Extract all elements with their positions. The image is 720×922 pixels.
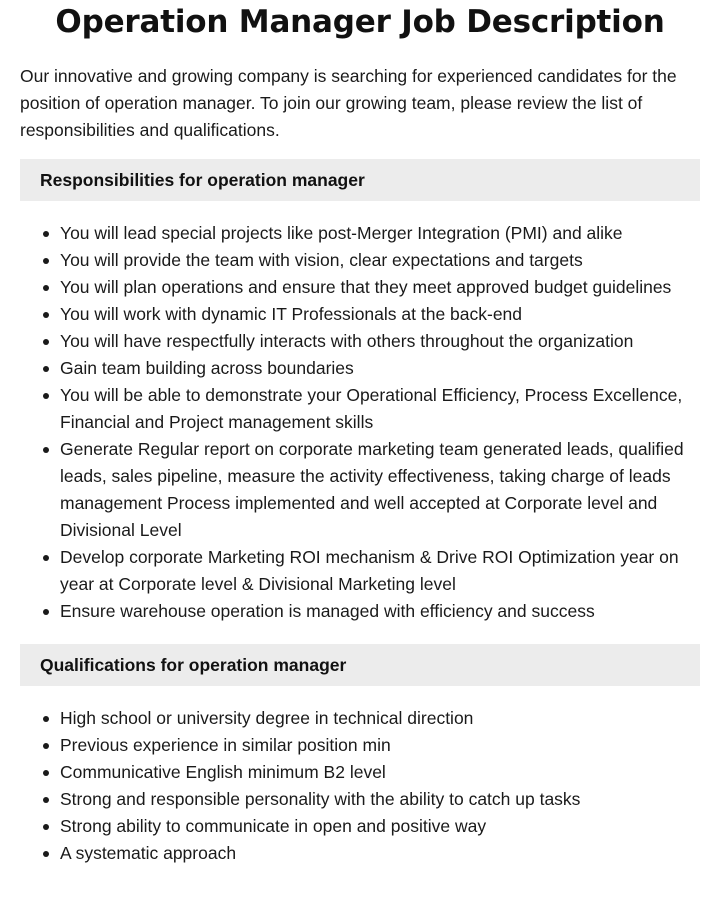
list-item: You will have respectfully interacts with others throughout the organization xyxy=(60,328,700,355)
list-item: Generate Regular report on corporate marketing team generated leads, qualified leads, sales pipeline, measure the activity effectiveness, taking charge of leads management Process implemented and well accepted at Corporate level and Divisional Level xyxy=(60,436,700,544)
list-item: You will be able to demonstrate your Operational Efficiency, Process Excellence, Financial and Project management skills xyxy=(60,382,700,436)
list-item: Gain team building across boundaries xyxy=(60,355,700,382)
list-item: You will work with dynamic IT Professionals at the back-end xyxy=(60,301,700,328)
qualifications-heading: Qualifications for operation manager xyxy=(20,644,700,686)
list-item: Communicative English minimum B2 level xyxy=(60,759,700,786)
list-item: Previous experience in similar position min xyxy=(60,732,700,759)
list-item: High school or university degree in technical direction xyxy=(60,705,700,732)
responsibilities-heading: Responsibilities for operation manager xyxy=(20,159,700,201)
list-item: A systematic approach xyxy=(60,840,700,867)
responsibilities-list xyxy=(20,220,700,625)
list-item: You will lead special projects like post-Merger Integration (PMI) and alike xyxy=(60,220,700,247)
qualifications-list xyxy=(20,705,700,867)
intro-paragraph: Our innovative and growing company is searching for experienced candidates for the position of operation manager. To join our growing team, please review the list of responsibilities and qualifications. xyxy=(20,66,677,140)
list-item: Strong and responsible personality with the ability to catch up tasks xyxy=(60,786,700,813)
list-item: Strong ability to communicate in open and positive way xyxy=(60,813,700,840)
list-item: Develop corporate Marketing ROI mechanism & Drive ROI Optimization year on year at Corporate level & Divisional Marketing level xyxy=(60,544,700,598)
list-item: You will provide the team with vision, clear expectations and targets xyxy=(60,247,700,274)
list-item: Ensure warehouse operation is managed with efficiency and success xyxy=(60,598,700,625)
page-title: Operation Manager Job Description xyxy=(55,4,665,40)
list-item: You will plan operations and ensure that they meet approved budget guidelines xyxy=(60,274,700,301)
